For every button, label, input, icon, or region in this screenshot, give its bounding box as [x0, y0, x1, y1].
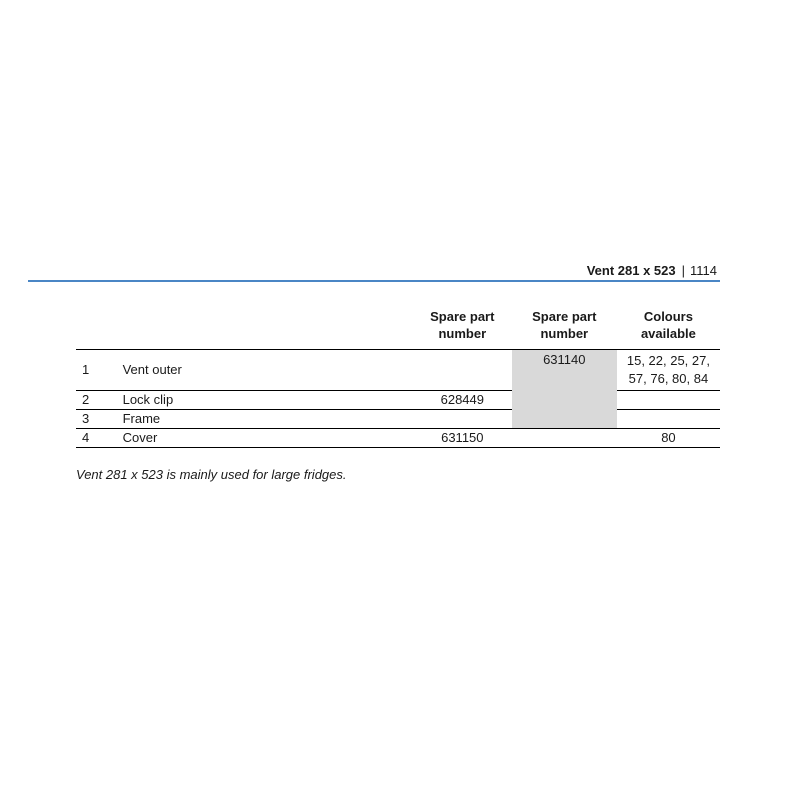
row-colours [617, 349, 720, 390]
header-spare-part-1-line2: number [438, 326, 487, 341]
row-number: 4 [76, 428, 123, 447]
row-spare-part-1 [413, 349, 512, 390]
row-description: Cover [123, 428, 413, 447]
table-row [76, 349, 720, 390]
row-number: 2 [76, 390, 123, 409]
row-description: Lock clip [123, 390, 413, 409]
row-colours-line2: 57, 76, 80, 84 [628, 370, 709, 386]
table-header-row [76, 304, 720, 349]
row-description: Vent outer [123, 349, 413, 390]
row-spare-part-2 [512, 428, 617, 447]
row-spare-part-2: 631140 [512, 349, 617, 390]
header-colours [617, 304, 720, 349]
usage-note: Vent 281 x 523 is mainly used for large fridges. [76, 467, 347, 482]
row-spare-part-2 [512, 409, 617, 428]
header-colours-line2: available [640, 326, 696, 341]
header-spare-part-2 [512, 304, 617, 349]
table-row [76, 428, 720, 447]
header-text [587, 263, 717, 278]
row-number: 1 [76, 349, 123, 390]
header-spare-part-1-line1: Spare part [430, 309, 495, 324]
row-spare-part-1: 628449 [413, 390, 512, 409]
header-colours-line1: Colours [643, 309, 693, 324]
row-colours-line1: 15, 22, 25, 27, [626, 352, 710, 368]
row-colours [617, 390, 720, 409]
header-number [76, 304, 123, 349]
spare-parts-table [76, 304, 720, 448]
row-description: Frame [122, 411, 161, 426]
header-description [123, 304, 413, 349]
header-spare-part-2-line1: Spare part [532, 309, 597, 324]
header-separator: | [681, 263, 685, 278]
table-row [76, 409, 720, 428]
row-spare-part-1 [413, 409, 512, 428]
row-colours: 80 [617, 428, 720, 447]
row-spare-part-1: 631150 [413, 428, 512, 447]
header-spare-part-1 [413, 304, 512, 349]
page-number: 1114 [690, 263, 717, 278]
page-title: Vent 281 x 523 [586, 263, 676, 278]
row-colours [617, 409, 720, 428]
page-header [28, 260, 720, 282]
row-spare-part-2 [512, 390, 617, 409]
header-spare-part-2-line2: number [540, 326, 589, 341]
row-number: 3 [82, 411, 90, 426]
table-row [76, 390, 720, 409]
